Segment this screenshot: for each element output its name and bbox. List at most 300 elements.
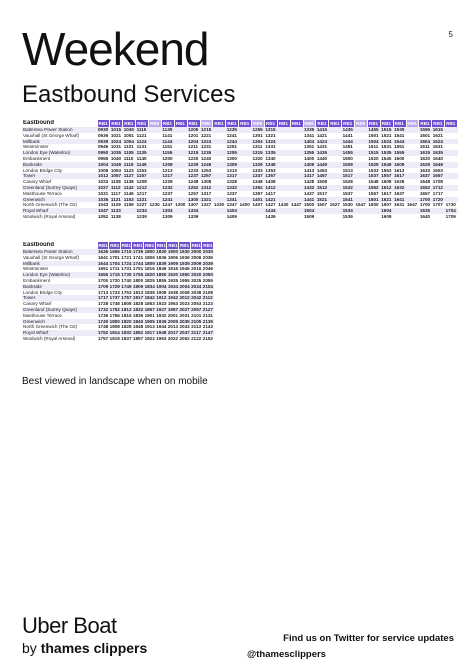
departure-time: 1309	[162, 213, 173, 219]
departure-time: 1241	[162, 196, 173, 202]
departure-time: 1317	[201, 190, 212, 196]
departure-time: 1251	[226, 144, 237, 150]
departure-time: 1004	[98, 161, 109, 167]
departure-time: 1624	[432, 138, 443, 144]
departure-time: 1151	[162, 144, 173, 150]
departure-time: 1504	[304, 208, 315, 214]
departure-time: 1127	[123, 173, 134, 179]
departure-time: 1400	[304, 155, 315, 161]
departure-time: 1235	[226, 127, 237, 132]
service-header: RB1	[290, 120, 303, 127]
departure-time: 1731	[121, 266, 132, 272]
service-header: RB1	[110, 120, 123, 127]
service-header: RB1	[432, 120, 445, 127]
departure-time: 1539	[342, 213, 353, 219]
departure-time: 1235	[201, 150, 212, 156]
departure-time: 1141	[162, 132, 173, 138]
departure-time: 1532	[342, 184, 353, 190]
departure-time	[213, 214, 226, 220]
departure-time: 1208	[136, 179, 147, 185]
departure-time: 1809	[132, 283, 144, 289]
page-subtitle: Eastbound Services	[22, 81, 236, 108]
departure-time: 1906	[167, 254, 179, 260]
departure-time: 1735	[132, 249, 144, 254]
departure-time: 1421	[265, 196, 276, 202]
departure-time: 1255	[252, 127, 263, 132]
departure-time: 1749	[121, 283, 132, 289]
departure-time: 1655	[109, 249, 120, 254]
stop-name: Greenwich	[22, 197, 97, 203]
departure-time: 1707	[432, 202, 443, 208]
stop-name: London Eye (Waterloo)	[22, 150, 97, 156]
departure-time: 1615	[432, 127, 443, 132]
service-header: RB1	[136, 120, 149, 127]
departure-time: 1535	[381, 150, 392, 156]
departure-time: 1119	[123, 162, 136, 168]
service-header: RB1	[393, 120, 406, 127]
departure-time: 1631	[394, 202, 405, 208]
departure-time: 1229	[188, 161, 199, 167]
departure-time: 1135	[162, 127, 173, 132]
departure-time: 1517	[342, 173, 353, 179]
departure-time: 1304	[252, 138, 263, 144]
service-header: RB1	[213, 120, 226, 127]
departure-time: 1816	[144, 266, 155, 272]
departure-time: 1948	[156, 330, 167, 336]
departure-time: 1320	[252, 155, 263, 161]
stop-name: North Greenwich (The O2)	[22, 324, 97, 330]
departure-time: 1848	[132, 324, 144, 330]
departure-time: 1413	[304, 167, 315, 173]
departure-time: 1441	[304, 196, 315, 202]
departure-time: 1337	[252, 173, 263, 179]
departure-time: 1757	[98, 335, 109, 341]
departure-time: 1812	[121, 306, 132, 312]
departure-time: 1537	[368, 173, 379, 179]
departure-time: 1339	[188, 213, 199, 219]
departure-time: 1435	[316, 150, 328, 156]
departure-time: 1509	[342, 161, 353, 167]
departure-time: 2004	[179, 283, 190, 289]
departure-time: 1239	[136, 213, 147, 219]
departure-time: 1057	[110, 173, 122, 179]
departure-time: 1521	[381, 132, 392, 138]
departure-time: 1112	[110, 185, 123, 191]
departure-time: 1720	[432, 196, 443, 202]
departure-time: 1515	[381, 127, 392, 132]
departure-time: 1547	[355, 202, 366, 208]
departure-time: 1604	[419, 138, 431, 144]
departure-time: 1555	[419, 127, 431, 132]
page-title: Weekend	[22, 23, 209, 75]
departure-time: 1852	[132, 330, 144, 336]
departure-time: 1409	[226, 213, 237, 219]
departure-time: 1138	[123, 179, 134, 185]
departure-time: 1328	[226, 179, 237, 185]
departure-time: 1533	[368, 167, 379, 173]
departure-time: 1633	[419, 167, 431, 173]
departure-time: 1652	[419, 184, 431, 190]
departure-time: 1740	[98, 318, 109, 324]
departure-time: 0955	[98, 155, 109, 161]
departure-time: 1640	[419, 213, 431, 219]
departure-time: 2131	[202, 312, 213, 318]
service-header: RB1	[277, 120, 290, 127]
departure-time: 1043	[98, 202, 109, 208]
departure-time: 1512	[316, 184, 328, 190]
departure-time: 1531	[381, 144, 392, 150]
departure-time: 1035	[98, 196, 109, 202]
departure-time: 2052	[179, 335, 190, 341]
departure-time: 1211	[188, 144, 199, 150]
departure-time: 1912	[156, 295, 167, 301]
departure-time: 2135	[202, 318, 213, 324]
departure-time: 1240	[201, 155, 212, 161]
departure-time: 1212	[136, 184, 147, 190]
departure-time: 1657	[419, 190, 431, 196]
stop-name: London Eye (Waterloo)	[22, 272, 97, 278]
stop-name: Millbank	[22, 261, 97, 267]
stop-name: Bankside	[22, 284, 97, 290]
departure-time: 1753	[121, 289, 132, 295]
departure-time: 1814	[109, 330, 120, 336]
departure-time: 1027	[98, 184, 109, 190]
departure-time: 1828	[132, 301, 144, 307]
departure-time: 1721	[121, 254, 132, 260]
departure-time: 1234	[136, 208, 147, 214]
departure-time: 1224	[201, 138, 212, 144]
departure-time: 1631	[432, 144, 443, 150]
departure-time	[329, 214, 342, 220]
service-header: RB1	[226, 120, 239, 127]
departure-time: 1200	[162, 155, 173, 161]
departure-time: 1529	[368, 161, 379, 167]
departure-time: 1704	[445, 208, 456, 214]
departure-time: 1611	[419, 144, 430, 150]
departure-time: 1300	[226, 155, 237, 161]
departure-time: 1457	[316, 173, 328, 179]
departure-time: 1936	[179, 254, 190, 260]
departure-time: 1836	[132, 312, 144, 318]
departure-time: 1701	[109, 254, 120, 260]
stop-name: Tower	[22, 295, 97, 301]
stop-name: Battersea Power Station	[22, 127, 97, 133]
departure-time: 1548	[368, 179, 379, 185]
departure-time: 1121	[110, 196, 121, 202]
departure-time: 1449	[316, 161, 328, 167]
brand-partner-text: thames clippers	[40, 640, 148, 656]
stop-name: Woolwich (Royal Arsenal)	[22, 336, 97, 342]
departure-time: 2027	[179, 306, 190, 312]
departure-time: 1825	[144, 277, 155, 283]
departure-time: 1820	[121, 318, 132, 324]
departure-time: 2016	[191, 266, 202, 272]
departure-time: 1015	[110, 127, 122, 132]
departure-time: 1709	[98, 283, 109, 289]
departure-time: 1620	[419, 155, 431, 161]
departure-time: 1335	[304, 127, 315, 132]
departure-time: 1819	[109, 335, 120, 341]
departure-time: 1353	[265, 167, 276, 173]
departure-time: 1308	[201, 179, 212, 185]
departure-time: 1741	[132, 254, 144, 260]
departure-time: 1711	[109, 266, 120, 272]
departure-time: 1115	[136, 127, 149, 133]
departure-time: 1922	[144, 335, 155, 341]
departure-time	[252, 214, 265, 220]
departure-time: 1700	[419, 196, 431, 202]
departure-time: 1215	[201, 127, 212, 132]
departure-time: 1756	[109, 312, 120, 318]
departure-time: 1501	[368, 132, 379, 138]
departure-time: 1311	[252, 144, 263, 150]
departure-time: 1632	[394, 184, 405, 190]
table-row	[22, 255, 214, 261]
service-header: RB1	[179, 242, 190, 248]
departure-time: 1257	[201, 173, 212, 179]
departure-time: 1535	[394, 127, 405, 132]
departure-time: 1117	[110, 191, 123, 197]
departure-time: 1237	[162, 190, 173, 196]
departure-time: 1337	[226, 190, 237, 196]
departure-time: 1737	[109, 295, 120, 301]
stop-name: Masthouse Terrace	[22, 313, 97, 319]
departure-time: 1733	[109, 289, 120, 295]
departure-time	[406, 214, 419, 220]
departure-time: 1900	[167, 249, 179, 254]
departure-time: 1520	[368, 155, 379, 161]
departure-time: 1757	[121, 295, 132, 301]
departure-time: 1908	[156, 289, 167, 295]
stop-name: Masthouse Terrace	[22, 191, 97, 197]
departure-time: 1601	[419, 132, 431, 138]
service-header: RB6	[406, 120, 419, 127]
twitter-prompt: Find us on Twitter for service updates	[283, 633, 454, 644]
departure-time: 2050	[202, 272, 213, 278]
departure-time: 2112	[202, 295, 213, 301]
departure-time: 1321	[265, 132, 276, 138]
service-header: RB1	[98, 242, 108, 248]
departure-time: 1850	[156, 272, 167, 278]
departure-time: 1830	[156, 249, 167, 254]
departure-time: 1600	[394, 155, 405, 161]
departure-time: 1600	[368, 202, 379, 208]
departure-time: 1349	[265, 161, 276, 167]
departure-time: 1053	[110, 167, 122, 173]
table-row	[22, 249, 214, 255]
departure-time: 1717	[98, 295, 109, 301]
stop-name: Millbank	[22, 139, 97, 145]
departure-time: 1333	[252, 167, 263, 173]
departure-time: 1237	[188, 173, 199, 179]
departure-time: 1121	[136, 132, 147, 138]
departure-time: 1324	[265, 138, 276, 144]
departure-time: 1828	[121, 324, 132, 330]
stop-name: Royal Wharf	[22, 330, 97, 336]
departure-time: 1400	[239, 202, 250, 208]
departure-time: 1304	[162, 208, 173, 214]
departure-time: 1513	[342, 167, 353, 173]
service-header: RB1	[97, 120, 110, 127]
departure-time: 1435	[342, 127, 353, 132]
departure-time	[174, 214, 187, 220]
departure-time: 1604	[381, 208, 392, 214]
departure-time: 1300	[175, 202, 186, 208]
departure-time: 1330	[213, 202, 225, 208]
departure-time: 1215	[188, 150, 199, 156]
twitter-handle: @thamesclippers	[247, 649, 326, 660]
departure-time: 1647	[407, 202, 418, 208]
departure-time: 1228	[162, 179, 173, 185]
departure-time	[239, 214, 252, 220]
departure-time: 1820	[144, 272, 155, 278]
departure-time	[200, 214, 213, 220]
stop-name: North Greenwich (The O2)	[22, 202, 97, 208]
departure-time: 1021	[110, 132, 122, 138]
departure-time: 2122	[191, 335, 202, 341]
departure-time: 1720	[109, 277, 120, 283]
departure-time: 1500	[304, 202, 315, 208]
departure-time: 1455	[368, 127, 379, 132]
departure-time: 1504	[368, 138, 379, 144]
departure-time: 2000	[191, 249, 202, 254]
departure-time: 1755	[132, 272, 144, 278]
departure-time: 1054	[123, 138, 134, 144]
departure-time: 1331	[265, 144, 276, 150]
departure-time: 1913	[144, 324, 155, 330]
departure-time: 1035	[110, 150, 122, 156]
service-header: RB1	[156, 242, 166, 248]
departure-time: 2017	[167, 330, 179, 336]
departure-time: 2108	[202, 289, 213, 295]
service-header: RB1	[187, 120, 200, 127]
service-header: RB1	[191, 242, 201, 248]
departure-time: 1946	[179, 266, 190, 272]
service-header: RB1	[239, 120, 252, 127]
stop-name: Battersea Power Station	[22, 249, 97, 255]
departure-time: 1051	[123, 132, 134, 138]
departure-time: 1808	[121, 301, 132, 307]
departure-time: 1315	[252, 150, 263, 156]
departure-time	[393, 214, 406, 220]
departure-time: 1635	[98, 249, 109, 254]
departure-time: 1800	[132, 277, 144, 283]
departure-time: 2005	[167, 318, 179, 324]
departure-time: 1842	[144, 295, 155, 301]
departure-time: 1713	[98, 289, 109, 295]
departure-time: 1108	[110, 179, 121, 185]
table-row	[22, 313, 214, 319]
departure-time: 0936	[98, 132, 109, 138]
departure-time: 1557	[381, 173, 392, 179]
departure-time: 1729	[109, 283, 120, 289]
departure-time: 1655	[98, 272, 109, 278]
departure-time: 1123	[123, 167, 134, 173]
departure-time: 1832	[121, 330, 132, 336]
departure-time: 1653	[432, 167, 443, 173]
departure-time: 1432	[304, 184, 315, 190]
departure-time: 1932	[156, 312, 167, 318]
departure-time: 1257	[188, 190, 199, 196]
departure-time: 1451	[342, 144, 353, 150]
service-header: RB1	[161, 120, 174, 127]
departure-time: 2009	[191, 260, 202, 266]
service-header: RB1	[133, 242, 143, 248]
departure-time: 1641	[394, 196, 405, 202]
departure-time	[432, 214, 445, 220]
departure-time: 2039	[202, 260, 213, 266]
service-header: RB1	[203, 242, 213, 248]
departure-time: 1327	[201, 202, 212, 208]
departure-time: 1617	[381, 190, 392, 196]
departure-time: 1955	[179, 277, 190, 283]
departure-time: 1549	[381, 161, 392, 167]
departure-time: 1309	[226, 161, 237, 167]
departure-time: 1540	[381, 155, 392, 161]
stop-name: Greenland (Surrey Quays)	[22, 307, 97, 313]
departure-time: 2152	[202, 335, 213, 341]
departure-time: 2101	[191, 312, 202, 318]
departure-time: 1157	[136, 173, 147, 179]
departure-time: 1441	[342, 132, 353, 138]
departure-time: 1857	[132, 335, 144, 341]
departure-time: 1704	[109, 260, 120, 266]
departure-time: 1315	[265, 127, 276, 132]
stop-name: Bankside	[22, 162, 97, 168]
departure-time: 1209	[162, 161, 173, 167]
timetable-label: Eastbound	[22, 242, 97, 249]
departure-time	[149, 214, 162, 220]
departure-time: 1110	[123, 156, 136, 162]
departure-time: 1809	[144, 260, 155, 266]
service-header: RB1	[121, 242, 131, 248]
timetable-eastbound-1	[22, 120, 458, 220]
stop-name: Westminster	[22, 266, 97, 272]
departure-time: 0946	[98, 144, 109, 150]
departure-time: 1609	[381, 213, 392, 219]
departure-time: 1252	[188, 184, 199, 190]
departure-time: 1357	[265, 173, 276, 179]
departure-time: 1204	[188, 138, 199, 144]
departure-time: 1221	[136, 196, 147, 202]
departure-time: 2047	[179, 330, 190, 336]
service-header: RB6	[200, 120, 213, 127]
departure-time	[355, 214, 368, 220]
departure-time: 2046	[202, 266, 213, 272]
departure-time: 1607	[381, 202, 392, 208]
departure-time: 1744	[132, 260, 144, 266]
departure-time: 1301	[252, 132, 263, 138]
departure-time: 1800	[144, 249, 155, 254]
departure-time: 1609	[394, 161, 405, 167]
departure-time: 1444	[342, 138, 353, 144]
departure-time: 1131	[136, 144, 147, 150]
departure-time: 1836	[156, 254, 167, 260]
departure-time: 1557	[368, 190, 379, 196]
departure-time: 1101	[123, 144, 134, 150]
departure-time: 1355	[304, 150, 315, 156]
departure-time: 1213	[162, 167, 173, 173]
departure-time: 1434	[265, 208, 276, 214]
departure-time: 2012	[179, 295, 190, 301]
departure-time	[290, 214, 303, 220]
departure-time: 1024	[110, 138, 122, 144]
departure-time: 1133	[110, 208, 121, 214]
departure-time: 1417	[304, 173, 315, 179]
departure-time: 1708	[432, 179, 443, 185]
table-row	[22, 214, 458, 220]
departure-time: 1635	[419, 208, 431, 214]
